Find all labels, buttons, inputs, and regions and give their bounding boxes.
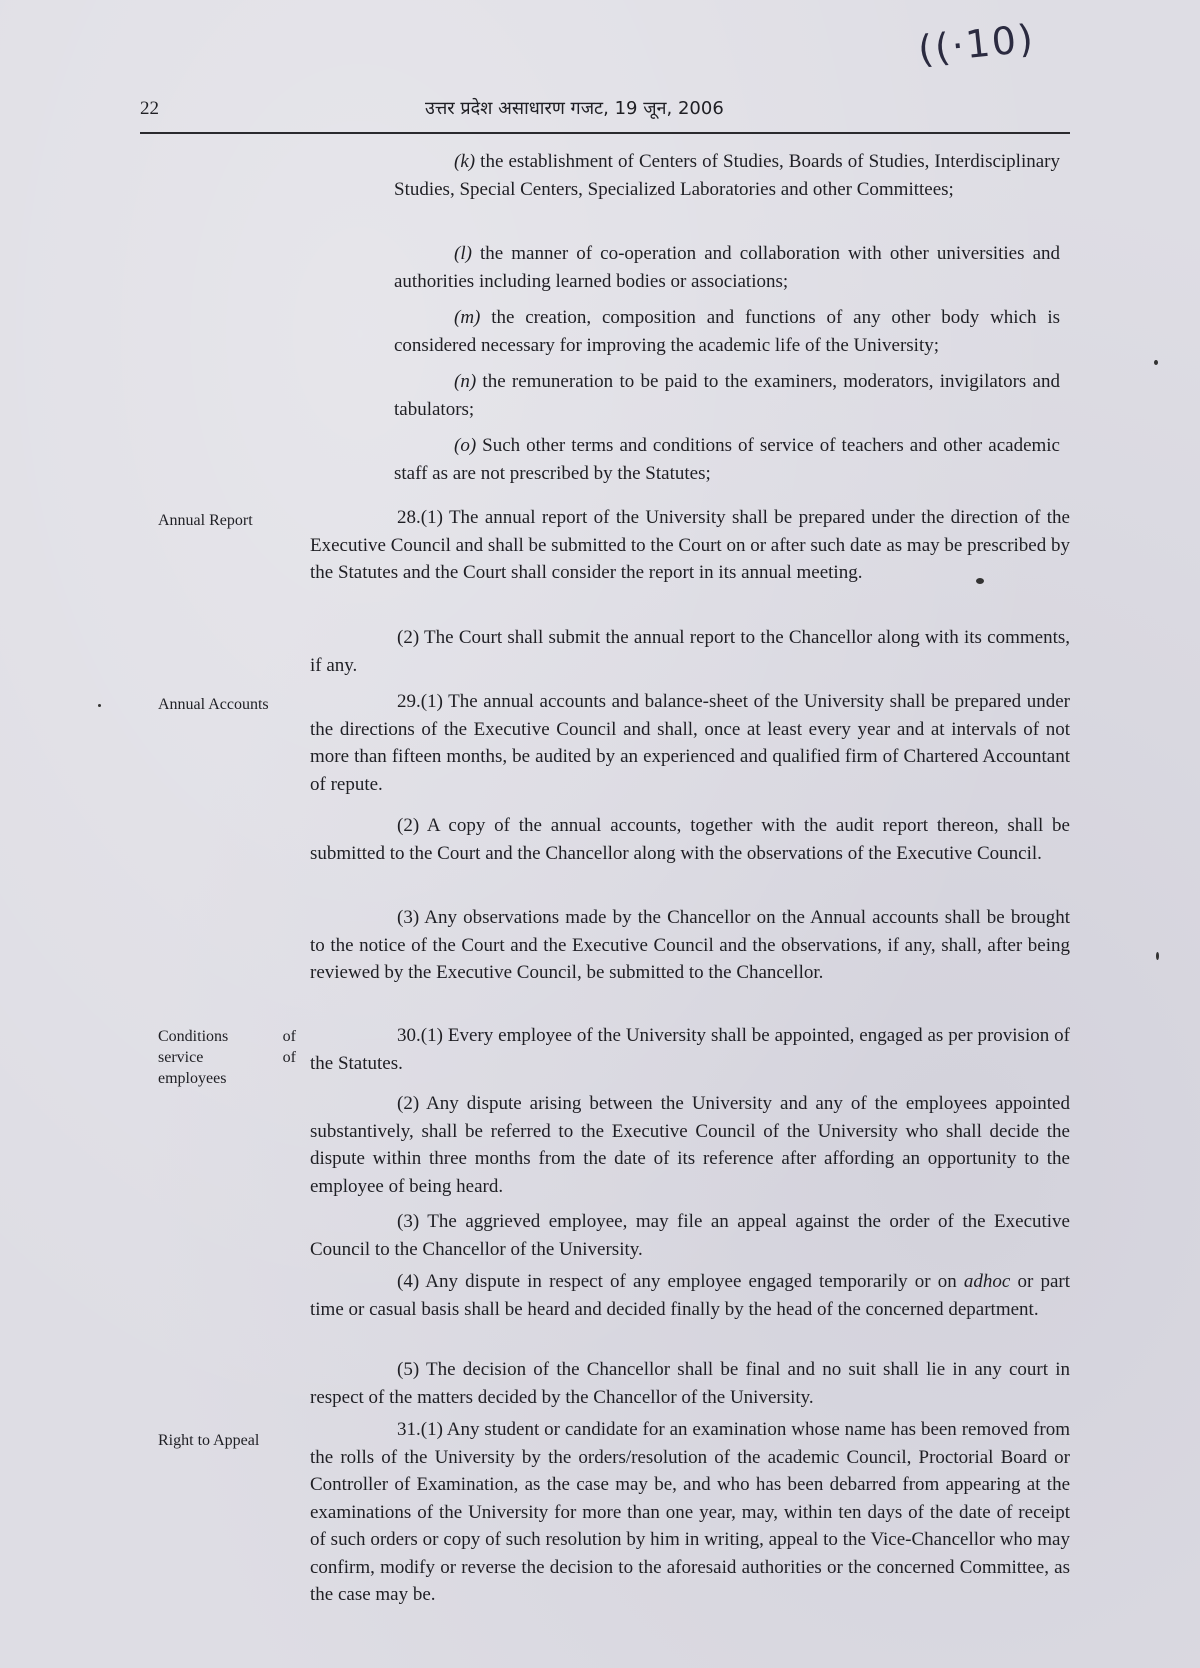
page-number: 22 [140, 98, 159, 119]
clause-mark: (k) [454, 151, 476, 172]
ink-speck [1156, 952, 1159, 960]
clause-text: the creation, composition and functions of any other body which is considered necessary for improving the academic life of the University; [394, 307, 1060, 356]
clause-n [394, 368, 1060, 423]
page-header [140, 96, 1070, 124]
margin-note-conditions-of-service [158, 1026, 296, 1089]
clause-o [394, 432, 1060, 487]
section-28-1: 28.(1) The annual report of the University shall be prepared under the direction of the Executive Council and shall be submitted to the Court on or after such date as may be prescribed by the Statutes and the Court shall consider the report in its annual meeting. [310, 507, 1070, 583]
margin-note-right-to-appeal: Right to Appeal [158, 1432, 260, 1449]
handwritten-annotation: ((·10) [916, 16, 1037, 72]
note-word: of [282, 1028, 296, 1045]
note-word: employees [158, 1070, 227, 1087]
clause-mark: (m) [454, 307, 481, 328]
ink-speck [1154, 360, 1158, 365]
section-30-2: (2) Any dispute arising between the University and any of the employees appointed substantively, shall be referred to the Executive Council of the University who shall decide the dispute within three months from the date of its reference after affording an opportunity to the employee of being heard. [310, 1093, 1070, 1197]
header-rule [140, 132, 1070, 134]
clause-k [394, 148, 1060, 203]
clause-text: the manner of co-operation and collaboration with other universities and authorities including learned bodies or associations; [394, 243, 1060, 292]
clause-text: the remuneration to be paid to the examiners, moderators, invigilators and tabulators; [394, 371, 1060, 420]
section-29-1: 29.(1) The annual accounts and balance-sheet of the University shall be prepared under the directions of the Executive Council and shall, once at least every year and at intervals of not more than fifteen months, be audited by an experienced and qualified firm of Chartered Accountant of repute. [310, 691, 1070, 795]
margin-note-annual-report: Annual Report [158, 512, 253, 529]
note-word: of [282, 1049, 296, 1066]
clause-m [394, 304, 1060, 359]
section-30-4 [310, 1268, 1070, 1323]
note-word: service [158, 1049, 204, 1066]
clause-mark: (n) [454, 371, 477, 392]
clause-text: the establishment of Centers of Studies, Boards of Studies, Interdisciplinary Studies, Special Centers, Specialized Laboratories and other Committees; [394, 151, 1060, 200]
clause-l [394, 240, 1060, 295]
clause-mark: (o) [454, 435, 477, 456]
margin-note-annual-accounts: Annual Accounts [158, 696, 269, 713]
note-word: Conditions [158, 1028, 229, 1045]
gazette-title: उत्तर प्रदेश असाधारण गजट, 19 जून, 2006 [425, 98, 724, 119]
clause-text: Such other terms and conditions of service of teachers and other academic staff as are not prescribed by the Statutes; [394, 435, 1060, 484]
text-run: (4) Any dispute in respect of any employee engaged temporarily or on [397, 1271, 964, 1292]
ink-speck [976, 578, 984, 584]
clause-mark: (l) [454, 243, 472, 264]
text-run: or part time or casual basis shall be heard and decided finally by the head of the concerned department. [310, 1271, 1070, 1320]
section-29-2: (2) A copy of the annual accounts, together with the audit report thereon, shall be submitted to the Court and the Chancellor along with the observations of the Executive Council. [310, 815, 1070, 864]
section-31-1: 31.(1) Any student or candidate for an examination whose name has been removed from the rolls of the University by the orders/resolution of the academic Council, Proctorial Board or Controller of Examination, as the case may be, and who has been debarred from appearing at the examinations of the University for more than one year, may, within ten days of the date of receipt of such orders or copy of such resolution by him in writing, appeal to the Vice-Chancellor who may confirm, modify or reverse the decision to the aforesaid authorities or the concerned Committee, as the case may be. [310, 1419, 1070, 1605]
section-30-5: (5) The decision of the Chancellor shall be final and no suit shall lie in any court in respect of the matters decided by the Chancellor of the University. [310, 1359, 1070, 1408]
ink-speck [98, 704, 101, 707]
section-30-1: 30.(1) Every employee of the University shall be appointed, engaged as per provision of the Statutes. [310, 1025, 1070, 1074]
section-30-3: (3) The aggrieved employee, may file an appeal against the order of the Executive Council to the Chancellor of the University. [310, 1211, 1070, 1260]
italic-term: adhoc [963, 1271, 1011, 1292]
section-29-3: (3) Any observations made by the Chancellor on the Annual accounts shall be brought to the notice of the Court and the Executive Council and the observations, if any, shall, after being reviewed by the Executive Council, be submitted to the Chancellor. [310, 907, 1070, 983]
section-28-2: (2) The Court shall submit the annual report to the Chancellor along with its comments, if any. [310, 627, 1070, 676]
